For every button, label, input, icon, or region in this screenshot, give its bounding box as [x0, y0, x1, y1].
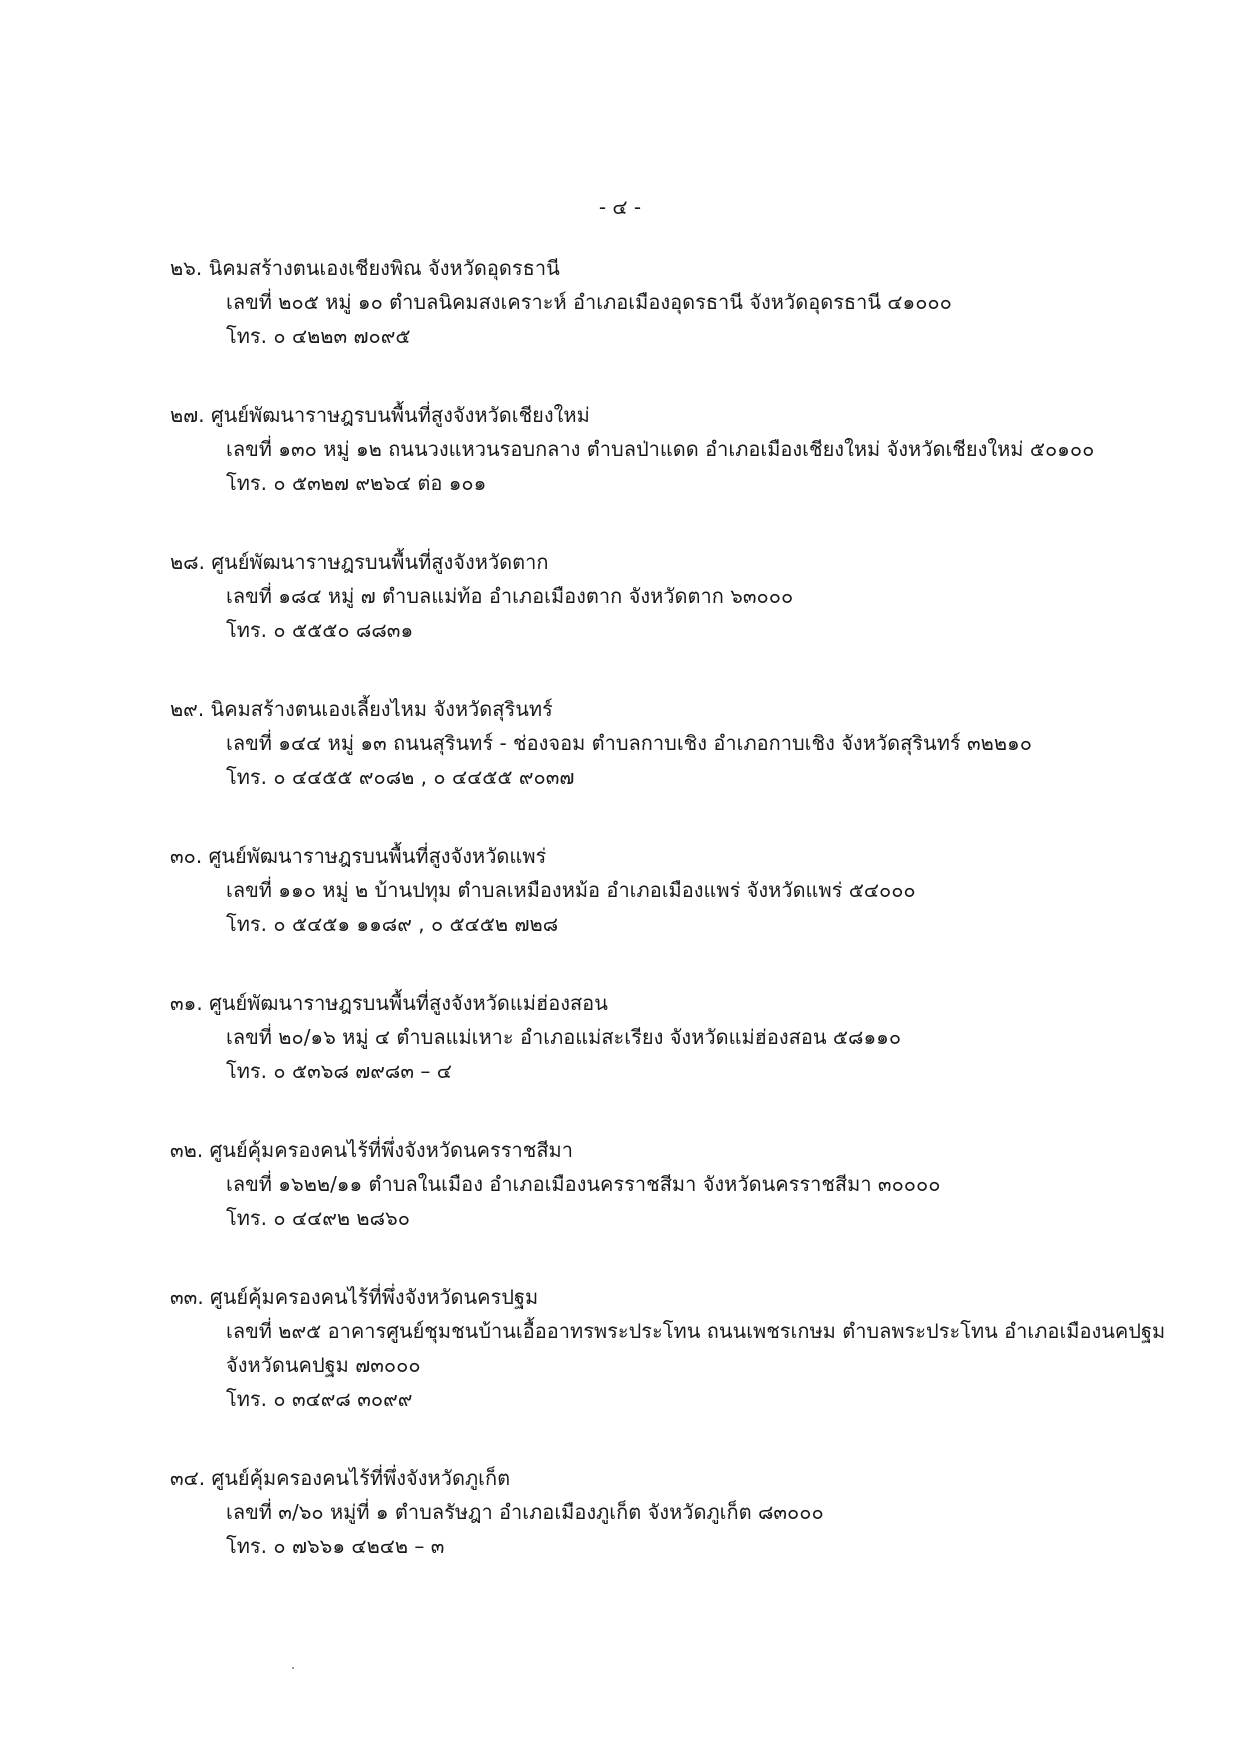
entry-phone: โทร. ๐ ๗๖๖๑ ๔๒๔๒ – ๓: [226, 1534, 445, 1558]
entry-phone: โทร. ๐ ๔๒๒๓ ๗๐๙๕: [226, 324, 411, 348]
entry-address-line: เลขที่ ๓/๖๐ หมู่ที่ ๑ ตำบลรัษฎา อำเภอเมืองภูเก็ต จังหวัดภูเก็ต ๘๓๐๐๐: [226, 1500, 824, 1524]
entry-phone: โทร. ๐ ๕๕๕๐ ๘๘๓๑: [226, 618, 414, 642]
entry-30: [170, 839, 1170, 941]
entry-title: ๒๖. นิคมสร้างตนเองเชียงพิณ จังหวัดอุดรธานี: [170, 256, 560, 280]
entry-33: [170, 1280, 1170, 1416]
entry-title: ๒๘. ศูนย์พัฒนาราษฎรบนพื้นที่สูงจังหวัดตาก: [170, 550, 549, 574]
entry-phone: โทร. ๐ ๔๔๙๒ ๒๘๖๐: [226, 1206, 410, 1230]
entry-31: [170, 986, 1170, 1088]
entry-title: ๒๙. นิคมสร้างตนเองเลี้ยงไหม จังหวัดสุรินทร์: [170, 697, 553, 721]
entry-34: [170, 1461, 1170, 1563]
entry-phone: โทร. ๐ ๔๔๕๕ ๙๐๘๒ , ๐ ๔๔๕๕ ๙๐๓๗: [226, 765, 575, 789]
entry-address-line: เลขที่ ๑๖๒๒/๑๑ ตำบลในเมือง อำเภอเมืองนครราชสีมา จังหวัดนครราชสีมา ๓๐๐๐๐: [226, 1172, 941, 1196]
entry-phone: โทร. ๐ ๕๓๒๗ ๙๒๖๔ ต่อ ๑๐๑: [226, 471, 487, 495]
entry-title: ๓๑. ศูนย์พัฒนาราษฎรบนพื้นที่สูงจังหวัดแม่ฮ่องสอน: [170, 991, 608, 1015]
entry-28: [170, 545, 1170, 647]
entry-32: [170, 1133, 1170, 1235]
entry-phone: โทร. ๐ ๕๓๖๘ ๗๙๘๓ – ๔: [226, 1059, 452, 1083]
entry-29: [170, 692, 1170, 794]
entry-title: ๓๐. ศูนย์พัฒนาราษฎรบนพื้นที่สูงจังหวัดแพร่: [170, 844, 547, 868]
entry-address-line: เลขที่ ๒๙๕ อาคารศูนย์ชุมชนบ้านเอื้ออาทรพระประโทน ถนนเพชรเกษม ตำบลพระประโทน อำเภอเมืองนคปฐม: [226, 1319, 1166, 1343]
entry-phone: โทร. ๐ ๕๔๕๑ ๑๑๘๙ , ๐ ๕๔๕๒ ๗๒๘: [226, 912, 559, 936]
entry-title: ๓๔. ศูนย์คุ้มครองคนไร้ที่พึ่งจังหวัดภูเก็ต: [170, 1466, 511, 1490]
entry-27: [170, 398, 1170, 500]
entry-title: ๓๓. ศูนย์คุ้มครองคนไร้ที่พึ่งจังหวัดนครปฐม: [170, 1285, 539, 1309]
entry-title: ๒๗. ศูนย์พัฒนาราษฎรบนพื้นที่สูงจังหวัดเชียงใหม่: [170, 403, 590, 427]
entry-address-line: เลขที่ ๑๑๐ หมู่ ๒ บ้านปทุม ตำบลเหมืองหม้อ อำเภอเมืองแพร่ จังหวัดแพร่ ๕๔๐๐๐: [226, 878, 916, 902]
entry-title: ๓๒. ศูนย์คุ้มครองคนไร้ที่พึ่งจังหวัดนครราชสีมา: [170, 1138, 573, 1162]
entry-address-line: เลขที่ ๑๘๔ หมู่ ๗ ตำบลแม่ท้อ อำเภอเมืองตาก จังหวัดตาก ๖๓๐๐๐: [226, 584, 794, 608]
entry-phone: โทร. ๐ ๓๔๙๘ ๓๐๙๙: [226, 1387, 413, 1411]
entry-address-line: เลขที่ ๒๐๕ หมู่ ๑๐ ตำบลนิคมสงเคราะห์ อำเภอเมืองอุดรธานี จังหวัดอุดรธานี ๔๑๐๐๐: [226, 290, 952, 314]
entry-address-line: เลขที่ ๒๐/๑๖ หมู่ ๔ ตำบลแม่เหาะ อำเภอแม่สะเรียง จังหวัดแม่ฮ่องสอน ๕๘๑๑๐: [226, 1025, 902, 1049]
entry-address-line: เลขที่ ๑๔๔ หมู่ ๑๓ ถนนสุรินทร์ - ช่องจอม ตำบลกาบเชิง อำเภอกาบเชิง จังหวัดสุรินทร์ ๓๒๒๑๐: [226, 731, 1032, 755]
entry-address-line: เลขที่ ๑๓๐ หมู่ ๑๒ ถนนวงแหวนรอบกลาง ตำบลป่าแดด อำเภอเมืองเชียงใหม่ จังหวัดเชียงใหม่ ๕๐๑๐๐: [226, 437, 1095, 461]
entry-address-line: จังหวัดนคปฐม ๗๓๐๐๐: [226, 1353, 421, 1377]
entry-26: [170, 251, 1170, 353]
scan-speck: [292, 1667, 294, 1669]
page-number: - ๔ -: [598, 195, 642, 219]
